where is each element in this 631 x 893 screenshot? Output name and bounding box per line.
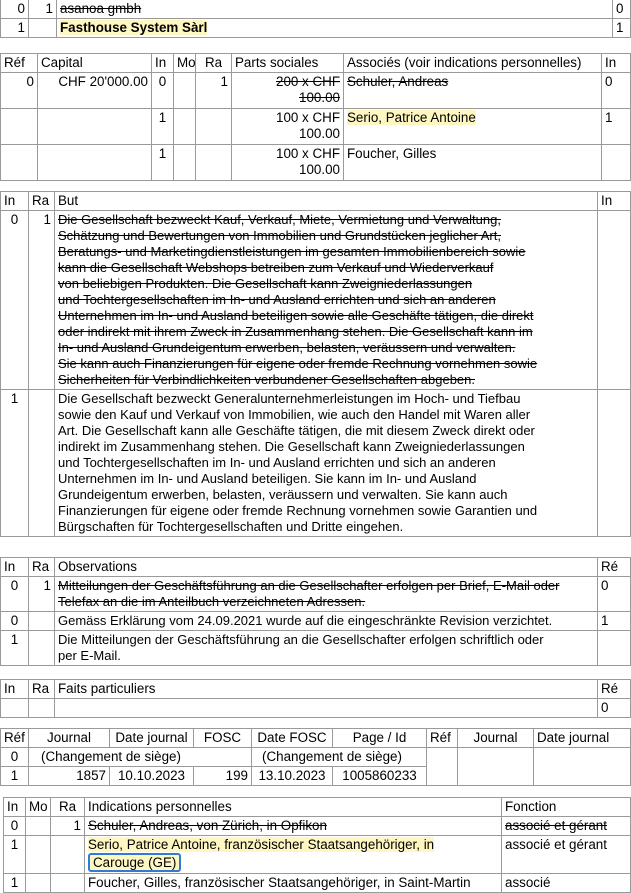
empty-cell [534, 748, 631, 786]
purpose-line: Bürgschaften für Tochtergesellschaften und Dritte eingehen. [58, 519, 404, 534]
parts-count: 100 x CHF [276, 110, 340, 125]
purpose-line: In- und Ausland Grundeigentum erwerben, belasten, veräussern und verwalten. [58, 340, 516, 355]
ra-cell: 1 [196, 73, 232, 109]
associate-cell [344, 109, 602, 145]
ra-cell [29, 19, 57, 38]
col-in: In [1, 558, 29, 577]
in-cell: 0 [4, 817, 26, 836]
parts-value: 100.00 [299, 162, 340, 177]
purpose-line: Sie kann auch Finanzierungen für eigene oder fremde Rechnung vornehmen sowie [58, 356, 538, 371]
col-date-fosc: Date FOSC [252, 729, 333, 748]
ref-cell [1, 145, 38, 181]
col-ra: Ra [29, 558, 55, 577]
table-header [1, 192, 631, 211]
capital-table [0, 53, 631, 181]
purpose-line: Schätzung und Bewertungen von Immobilien und Grundstücken jeglicher Art, [58, 228, 501, 243]
purpose-line: Beratungs- und Marketingdienstleistungen im gesamten Immobilienbereich sowie [58, 244, 526, 259]
in-cell: 1 [1, 631, 29, 666]
purpose-table [0, 191, 631, 537]
ref-cell: 0 [1, 748, 29, 767]
observation-line: per E-Mail. [58, 648, 121, 663]
ra-cell [29, 390, 55, 537]
in-cell: 1 [152, 145, 174, 181]
col-ra: Ra [29, 192, 55, 211]
table-row [1, 145, 631, 181]
firm-name-old: asanoa gmbh [57, 0, 613, 19]
firm-name-current: Fasthouse System Sàrl [60, 20, 208, 35]
col-date-journal: Date journal [110, 729, 194, 748]
in-cell: 1 [4, 874, 26, 893]
table-header [4, 798, 631, 817]
purpose-line: Grundeigentum erwerben, belasten, veräussern und verwalten. Sie kann auch [58, 487, 508, 502]
col-in-edge: In [598, 192, 631, 211]
table-header [1, 54, 631, 73]
purpose-line: indirekt im Zusammenhang stehen. Die Gesellschaft kann Zweigniederlassungen [58, 439, 525, 454]
purpose-line: Die Gesellschaft bezweckt Generalunternehmerleistungen im Hoch- und Tiefbau [58, 391, 521, 406]
in-cell: 1 [152, 109, 174, 145]
ref-cell [1, 109, 38, 145]
col-ref-edge: Ré [598, 558, 631, 577]
observation-text [55, 631, 598, 666]
in-cell: 1 [1, 390, 29, 537]
purpose-line: Sicherheiten für Verbindlichkeiten verbundener Gesellschaften abgeben. [58, 372, 475, 387]
col-date-journal-2: Date journal [534, 729, 631, 748]
col-page-id: Page / Id [333, 729, 427, 748]
col-function: Fonction [502, 798, 631, 817]
table-row [1, 109, 631, 145]
purpose-line: von beliebigen Produkten. Die Gesellschaft kann Zweigniederlassungen [58, 276, 473, 291]
parts-count: 100 x CHF [276, 146, 340, 161]
ra-cell [51, 836, 85, 874]
ra-cell [196, 109, 232, 145]
function-cell: associé et gérant [502, 817, 631, 836]
col-parts: Parts sociales [232, 54, 344, 73]
col-in-edge: In [602, 54, 631, 73]
edge-cell: 0 [598, 577, 631, 612]
firm-name-table [0, 0, 631, 38]
table-row [4, 817, 631, 836]
journal-note: (Changement de siège) [29, 748, 252, 767]
col-journal: Journal [29, 729, 110, 748]
purpose-line: sowie den Kauf und Verkauf von Immobilien, wie auch den Handel mit Waren aller [58, 407, 531, 422]
ra-cell [51, 874, 85, 893]
in-cell: 0 [1, 577, 29, 612]
person-text [85, 836, 502, 874]
observations-table [0, 557, 631, 666]
ra-cell [29, 699, 55, 718]
col-ra: Ra [51, 798, 85, 817]
table-row [1, 748, 631, 767]
ra-cell: 1 [29, 577, 55, 612]
purpose-current [55, 390, 598, 537]
in-cell: 0 [152, 73, 174, 109]
col-ref-2: Réf [427, 729, 458, 748]
purpose-old [55, 211, 598, 390]
capital-cell [38, 145, 152, 181]
fosc-note: (Changement de siège) [252, 748, 427, 767]
edge-cell: 0 [598, 699, 631, 718]
purpose-line: und Tochtergesellschaften im In- und Ausland errichten und sich an anderen [58, 292, 496, 307]
in-cell: 0 [1, 612, 29, 631]
col-journal-2: Journal [458, 729, 534, 748]
table-row [1, 699, 631, 718]
associate-cell: Schuler, Andreas [344, 73, 602, 109]
facts-table [0, 679, 631, 718]
date-journal-cell: 10.10.2023 [110, 767, 194, 786]
table-header [1, 680, 631, 699]
table-row [1, 390, 631, 537]
capital-cell [38, 109, 152, 145]
associate-name: Serio, Patrice Antoine [347, 110, 476, 125]
purpose-line: kann die Gesellschaft Webshops betreiben zum Verkauf und Wiederverkauf [58, 260, 494, 275]
date-fosc-cell: 13.10.2023 [252, 767, 333, 786]
col-ra: Ra [29, 680, 55, 699]
purpose-line: oder indirekt mit ihrem Zweck in Zusammenhang stehen. Die Gesellschaft kann im [58, 324, 533, 339]
table-row [4, 874, 631, 893]
edge-cell: 0 [602, 73, 631, 109]
parts-count: 200 x CHF [276, 74, 340, 89]
edge-cell: 1 [598, 612, 631, 631]
table-row [1, 0, 631, 19]
empty-cell [427, 748, 458, 786]
in-cell: 1 [1, 19, 29, 38]
table-row [1, 612, 631, 631]
col-ref: Réf [1, 54, 38, 73]
observation-line: Die Mitteilungen der Geschäftsführung an die Gesellschafter erfolgen schriftlich oder [58, 632, 544, 647]
parts-value: 100.00 [299, 126, 340, 141]
parts-value: 100.00 [299, 90, 340, 105]
col-in: In [1, 192, 29, 211]
mo-cell [26, 817, 51, 836]
edge-cell [602, 145, 631, 181]
purpose-line: und Tochtergesellschaften im In- und Ausland errichten und sich an anderen [58, 455, 496, 470]
table-header [1, 729, 631, 748]
col-associates: Associés (voir indications personnelles) [344, 54, 602, 73]
col-ref: Réf [1, 729, 29, 748]
ra-cell: 1 [51, 817, 85, 836]
parts-cell [232, 145, 344, 181]
person-text: Schuler, Andreas, von Zürich, in Opfikon [85, 817, 502, 836]
col-mo: Mo [174, 54, 196, 73]
persons-table [3, 797, 631, 893]
edge-cell: 0 [613, 0, 631, 19]
col-in: In [152, 54, 174, 73]
mo-cell [26, 874, 51, 893]
in-cell: 0 [1, 211, 29, 390]
ra-cell: 1 [29, 0, 57, 19]
table-row [1, 577, 631, 612]
associate-cell: Foucher, Gilles [344, 145, 602, 181]
mo-cell [174, 109, 196, 145]
function-cell: associé [502, 874, 631, 893]
facts-cell [55, 699, 598, 718]
observation-text [55, 612, 598, 631]
col-indications: Indications personnelles [85, 798, 502, 817]
table-header [1, 558, 631, 577]
page-id-cell: 1005860233 [333, 767, 427, 786]
observation-line: Gemäss Erklärung vom 24.09.2021 wurde auf die eingeschränkte Revision verzichtet. [58, 613, 553, 628]
in-cell: 1 [4, 836, 26, 874]
ra-cell [196, 145, 232, 181]
function-cell: associé et gérant [502, 836, 631, 874]
ref-cell: 0 [1, 73, 38, 109]
ra-cell [29, 612, 55, 631]
mo-cell [174, 73, 196, 109]
person-line: Serio, Patrice Antoine, französischer Staatsangehöriger, in [88, 837, 435, 852]
parts-cell [232, 73, 344, 109]
col-observations: Observations [55, 558, 598, 577]
journal-table [0, 728, 631, 786]
purpose-line: Die Gesellschaft bezweckt Kauf, Verkauf, Miete, Vermietung und Verwaltung, [58, 212, 501, 227]
selected-text-highlight[interactable]: Carouge (GE) [88, 853, 181, 872]
purpose-line: Unternehmen im In- und Ausland beteiligen sowie alle Geschäfte tätigen, die direkt [58, 308, 534, 323]
mo-cell [174, 145, 196, 181]
col-facts: Faits particuliers [55, 680, 598, 699]
col-fosc: FOSC [194, 729, 252, 748]
empty-cell [458, 748, 534, 786]
fosc-cell: 199 [194, 767, 252, 786]
edge-cell [598, 211, 631, 390]
edge-cell: 1 [602, 109, 631, 145]
table-row [4, 836, 631, 874]
observation-text [55, 577, 598, 612]
table-row [1, 19, 631, 38]
observation-line: Telefax an die im Anteilbuch verzeichneten Adressen. [58, 594, 366, 609]
col-purpose: But [55, 192, 598, 211]
journal-cell: 1857 [29, 767, 110, 786]
col-in: In [4, 798, 26, 817]
col-in: In [1, 680, 29, 699]
col-mo: Mo [26, 798, 51, 817]
col-capital: Capital [38, 54, 152, 73]
table-row [1, 211, 631, 390]
capital-cell: CHF 20'000.00 [38, 73, 152, 109]
mo-cell [26, 836, 51, 874]
purpose-line: Finanzierungen für eigene oder fremde Rechnung vornehmen sowie Garantien und [58, 503, 538, 518]
in-cell [1, 699, 29, 718]
edge-cell [598, 390, 631, 537]
purpose-line: Unternehmen im In- und Ausland beteiligen. Sie kann im In- und Ausland [58, 471, 477, 486]
ra-cell: 1 [29, 211, 55, 390]
purpose-line: Art. Die Gesellschaft kann alle Geschäfte tätigen, die mit diesem Zweck direkt oder [58, 423, 535, 438]
ref-cell: 1 [1, 767, 29, 786]
edge-cell: 1 [613, 19, 631, 38]
in-cell: 0 [1, 0, 29, 19]
col-ra: Ra [196, 54, 232, 73]
table-row [1, 631, 631, 666]
person-text: Foucher, Gilles, französischer Staatsangehöriger, in Saint-Martin [85, 874, 502, 893]
ra-cell [29, 631, 55, 666]
parts-cell [232, 109, 344, 145]
observation-line: Mitteilungen der Geschäftsführung an die Gesellschafter erfolgen per Brief, E-Mail oder [58, 578, 560, 593]
table-row [1, 73, 631, 109]
edge-cell [598, 631, 631, 666]
col-ref-edge: Ré [598, 680, 631, 699]
